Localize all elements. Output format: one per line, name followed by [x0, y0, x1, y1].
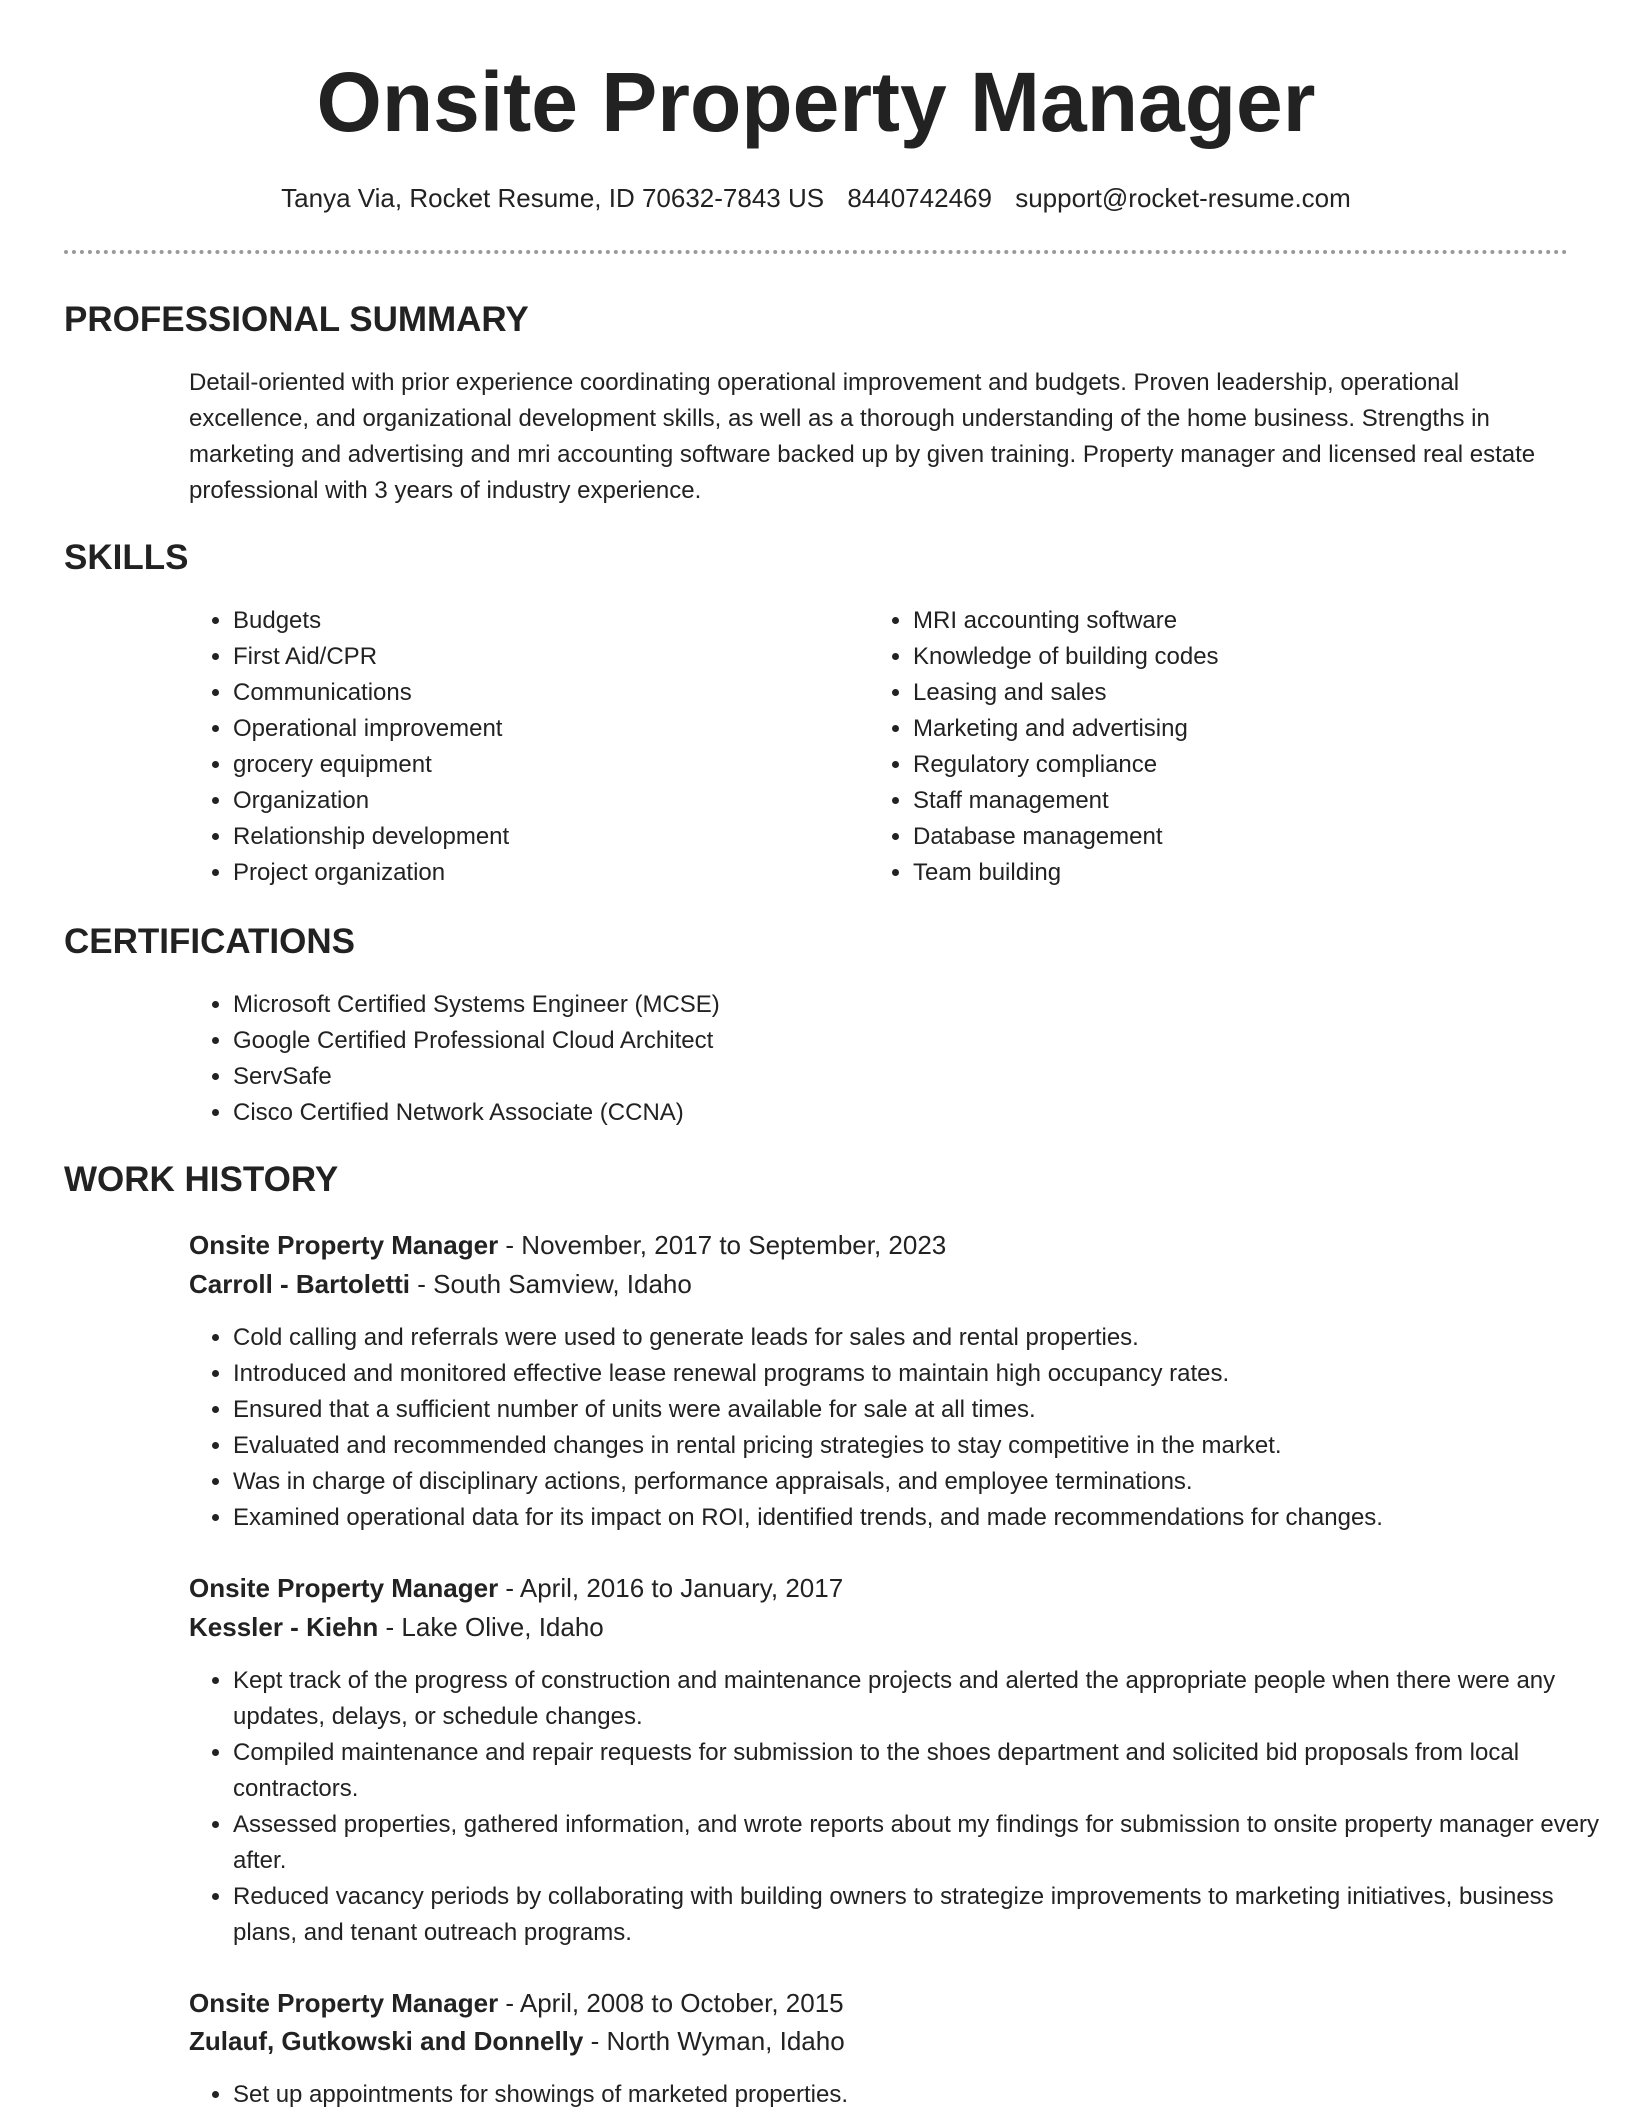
job-bullet: • Introduced and monitored effective lease renewal programs to maintain high occupancy rates.: [233, 1356, 1603, 1392]
work-history-heading: WORK HISTORY: [64, 1160, 339, 1199]
job-bullet: • Cold calling and referrals were used to generate leads for sales and rental properties.: [233, 1320, 1603, 1356]
summary-text: Detail-oriented with prior experience coordinating operational improvement and budgets. Proven leadership, operational excellence, and organizational development skills, as well as a thorough understanding of the home business. Strengths in marketing and advertising and mri accounting software backed up by given training. Property manager and licensed real estate professional with 3 years of industry experience.: [189, 369, 1536, 504]
certification-item: • Microsoft Certified Systems Engineer (MCSE): [233, 987, 1533, 1023]
job-title-line: [189, 1569, 843, 1607]
job-bullets: [189, 1320, 1603, 1536]
job-company-line: [189, 2022, 845, 2060]
job-bullet: • Evaluated and recommended changes in rental pricing strategies to stay competitive in the market.: [233, 1428, 1603, 1464]
skill-item: • Organization: [233, 783, 853, 819]
skill-item: • Budgets: [233, 603, 853, 639]
certification-item: • ServSafe: [233, 1059, 1533, 1095]
job-bullet: • Ensured that a sufficient number of units were available for sale at all times.: [233, 1392, 1603, 1428]
job-dates: - April, 2016 to January, 2017: [498, 1573, 844, 1603]
job-location: - North Wyman, Idaho: [583, 2026, 845, 2056]
skill-item: • grocery equipment: [233, 747, 853, 783]
certification-item: • Cisco Certified Network Associate (CCNA): [233, 1095, 1533, 1131]
job-bullet: • Examined operational data for its impact on ROI, identified trends, and made recommendations for changes.: [233, 1500, 1603, 1536]
job-company-line: [189, 1265, 692, 1303]
job-title-line: [189, 1226, 946, 1264]
skill-item: • Project organization: [233, 855, 853, 891]
job-role: Onsite Property Manager: [189, 1573, 499, 1603]
job-role: Onsite Property Manager: [189, 1230, 499, 1260]
job-bullets: [189, 2077, 1603, 2113]
job-title-line: [189, 1984, 844, 2022]
job-bullets: [189, 1663, 1603, 1951]
skill-item: • Communications: [233, 675, 853, 711]
job-bullet: • Compiled maintenance and repair requests for submission to the shoes department and solicited bid proposals from local contractors.: [233, 1735, 1603, 1807]
job-company: Carroll - Bartoletti: [189, 1269, 411, 1299]
resume-title: Onsite Property Manager: [316, 55, 1316, 149]
job-company-line: [189, 1608, 604, 1646]
skills-list-right: [869, 603, 1533, 891]
job-bullet: • Kept track of the progress of construction and maintenance projects and alerted the appropriate people when there were any updates, delays, or schedule changes.: [233, 1663, 1603, 1735]
skill-item: • Staff management: [913, 783, 1533, 819]
job-location: - South Samview, Idaho: [410, 1269, 692, 1299]
contact-address: Tanya Via, Rocket Resume, ID 70632-7843 US: [281, 183, 825, 213]
job-dates: - April, 2008 to October, 2015: [498, 1988, 844, 2018]
job-bullet: • Assessed properties, gathered information, and wrote reports about my findings for submission to onsite property manager every after.: [233, 1807, 1603, 1879]
contact-line: [0, 180, 1632, 216]
job-bullet: • Set up appointments for showings of marketed properties.: [233, 2077, 1603, 2113]
job-location: - Lake Olive, Idaho: [378, 1612, 604, 1642]
skill-item: • First Aid/CPR: [233, 639, 853, 675]
certifications-heading: CERTIFICATIONS: [64, 922, 356, 961]
job-role: Onsite Property Manager: [189, 1988, 499, 2018]
job-company: Kessler - Kiehn: [189, 1612, 379, 1642]
skill-item: • Leasing and sales: [913, 675, 1533, 711]
skill-item: • Team building: [913, 855, 1533, 891]
skill-item: • Marketing and advertising: [913, 711, 1533, 747]
skill-item: • Knowledge of building codes: [913, 639, 1533, 675]
skill-item: • Database management: [913, 819, 1533, 855]
skills-heading: SKILLS: [64, 538, 189, 577]
skills-list-left: [189, 603, 853, 891]
skill-item: • MRI accounting software: [913, 603, 1533, 639]
skill-item: • Regulatory compliance: [913, 747, 1533, 783]
skill-item: • Relationship development: [233, 819, 853, 855]
contact-phone: 8440742469: [847, 183, 992, 213]
job-dates: - November, 2017 to September, 2023: [498, 1230, 947, 1260]
skill-item: • Operational improvement: [233, 711, 853, 747]
summary-heading: PROFESSIONAL SUMMARY: [64, 300, 529, 339]
certification-item: • Google Certified Professional Cloud Architect: [233, 1023, 1533, 1059]
certifications-list: [189, 987, 1533, 1131]
job-bullet: • Reduced vacancy periods by collaborating with building owners to strategize improvements to marketing initiatives, business plans, and tenant outreach programs.: [233, 1879, 1603, 1951]
contact-email: support@rocket-resume.com: [1015, 183, 1351, 213]
job-company: Zulauf, Gutkowski and Donnelly: [189, 2026, 584, 2056]
header-divider: [64, 250, 1568, 254]
job-bullet: • Was in charge of disciplinary actions, performance appraisals, and employee terminations.: [233, 1464, 1603, 1500]
